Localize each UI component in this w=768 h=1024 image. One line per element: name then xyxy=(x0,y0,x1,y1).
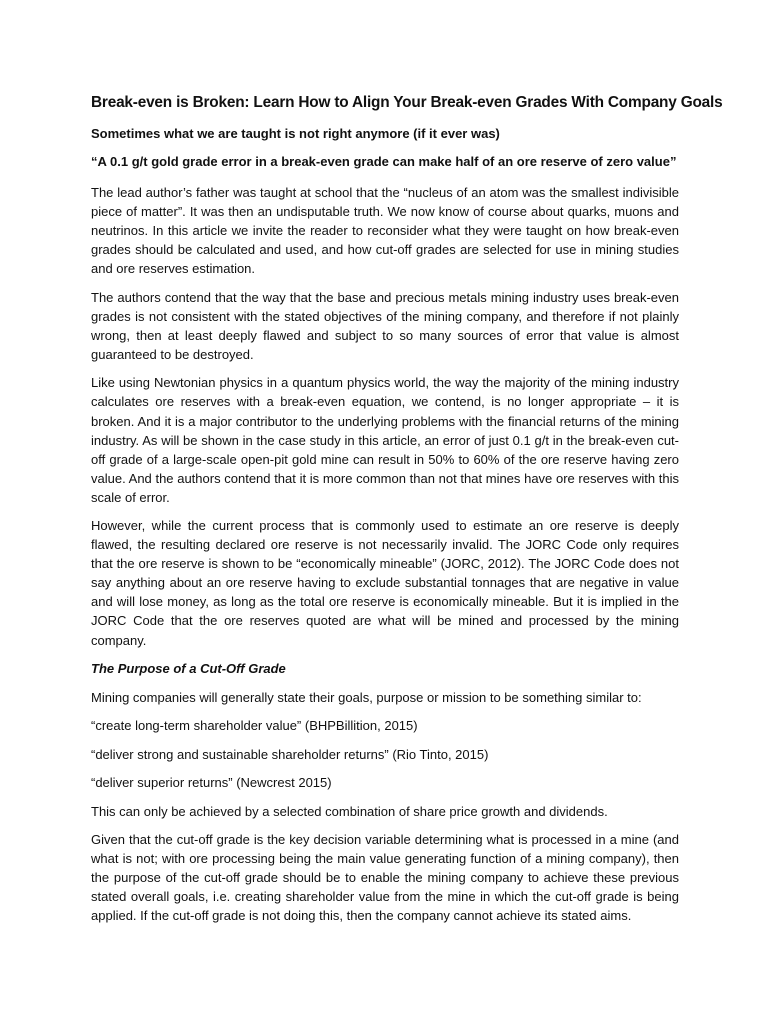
section-heading: The Purpose of a Cut-Off Grade xyxy=(91,661,286,677)
closing-paragraph: Given that the cut-off grade is the key decision variable determining what is processed in a mine (and what is not; with ore processing being the main value generating function of a mining company), then the purpose of the cut-off grade should be to enable the mining company to achieve these previous stated overall goals, i.e. creating shareholder value from the mine in which the cut-off grade is being applied. If the cut-off grade is not doing this, then the company cannot achieve its stated aims. xyxy=(91,832,679,924)
goal-quote: “deliver superior returns” (Newcrest 2015) xyxy=(91,775,332,791)
body-paragraph: The authors contend that the way that the base and precious metals mining industry uses break-even grades is not consistent with the stated objectives of the mining company, and therefore if not plainly wrong, then at least deeply flawed and subject to so many sources of error that value is almost guaranteed to be destroyed. xyxy=(91,289,679,362)
document-subtitle: Sometimes what we are taught is not right anymore (if it ever was) xyxy=(91,126,500,141)
closing-line: This can only be achieved by a selected combination of share price growth and dividends. xyxy=(91,803,608,819)
body-paragraph: Like using Newtonian physics in a quantum physics world, the way the majority of the mining industry calculates ore reserves with a break-even equation, we contend, is no longer appropriate – it is broken. And it is a major contributor to the underlying problems with the financial returns of the mining industry. As will be shown in the case study in this article, an error of just 0.1 g/t in the break-even cut-off grade of a large-scale open-pit gold mine can result in 50% to 60% of the ore reserve having zero value. And the authors contend that it is more common than not that mines have ore reserves with this scale of error. xyxy=(91,375,679,505)
pull-quote: “A 0.1 g/t gold grade error in a break-even grade can make half of an ore reserve of zero value” xyxy=(91,154,677,169)
goal-quote: “create long-term shareholder value” (BHPBillition, 2015) xyxy=(91,718,418,734)
body-paragraph: However, while the current process that is commonly used to estimate an ore reserve is deeply flawed, the resulting declared ore reserve is not necessarily invalid. The JORC Code only requires that the ore reserve is shown to be “economically mineable” (JORC, 2012). The JORC Code does not say anything about an ore reserve having to exclude substantial tonnages that are negative in value and will lose money, as long as the total ore reserve is economically mineable. But it is implied in the JORC Code that the ore reserves quoted are what will be mined and processed by the mining company. xyxy=(91,518,679,648)
section-intro: Mining companies will generally state their goals, purpose or mission to be something similar to: xyxy=(91,689,642,705)
body-paragraph: The lead author’s father was taught at school that the “nucleus of an atom was the smallest indivisible piece of matter”. It was then an undisputable truth. We now know of course about quarks, muons and neutrinos. In this article we invite the reader to reconsider what they were taught on how break-even grades should be calculated and used, and how cut-off grades are selected for use in mining studies and ore reserves estimation. xyxy=(91,185,679,277)
document-title: Break-even is Broken: Learn How to Align Your Break-even Grades With Company Goals xyxy=(91,94,723,111)
goal-quote: “deliver strong and sustainable shareholder returns” (Rio Tinto, 2015) xyxy=(91,746,489,762)
